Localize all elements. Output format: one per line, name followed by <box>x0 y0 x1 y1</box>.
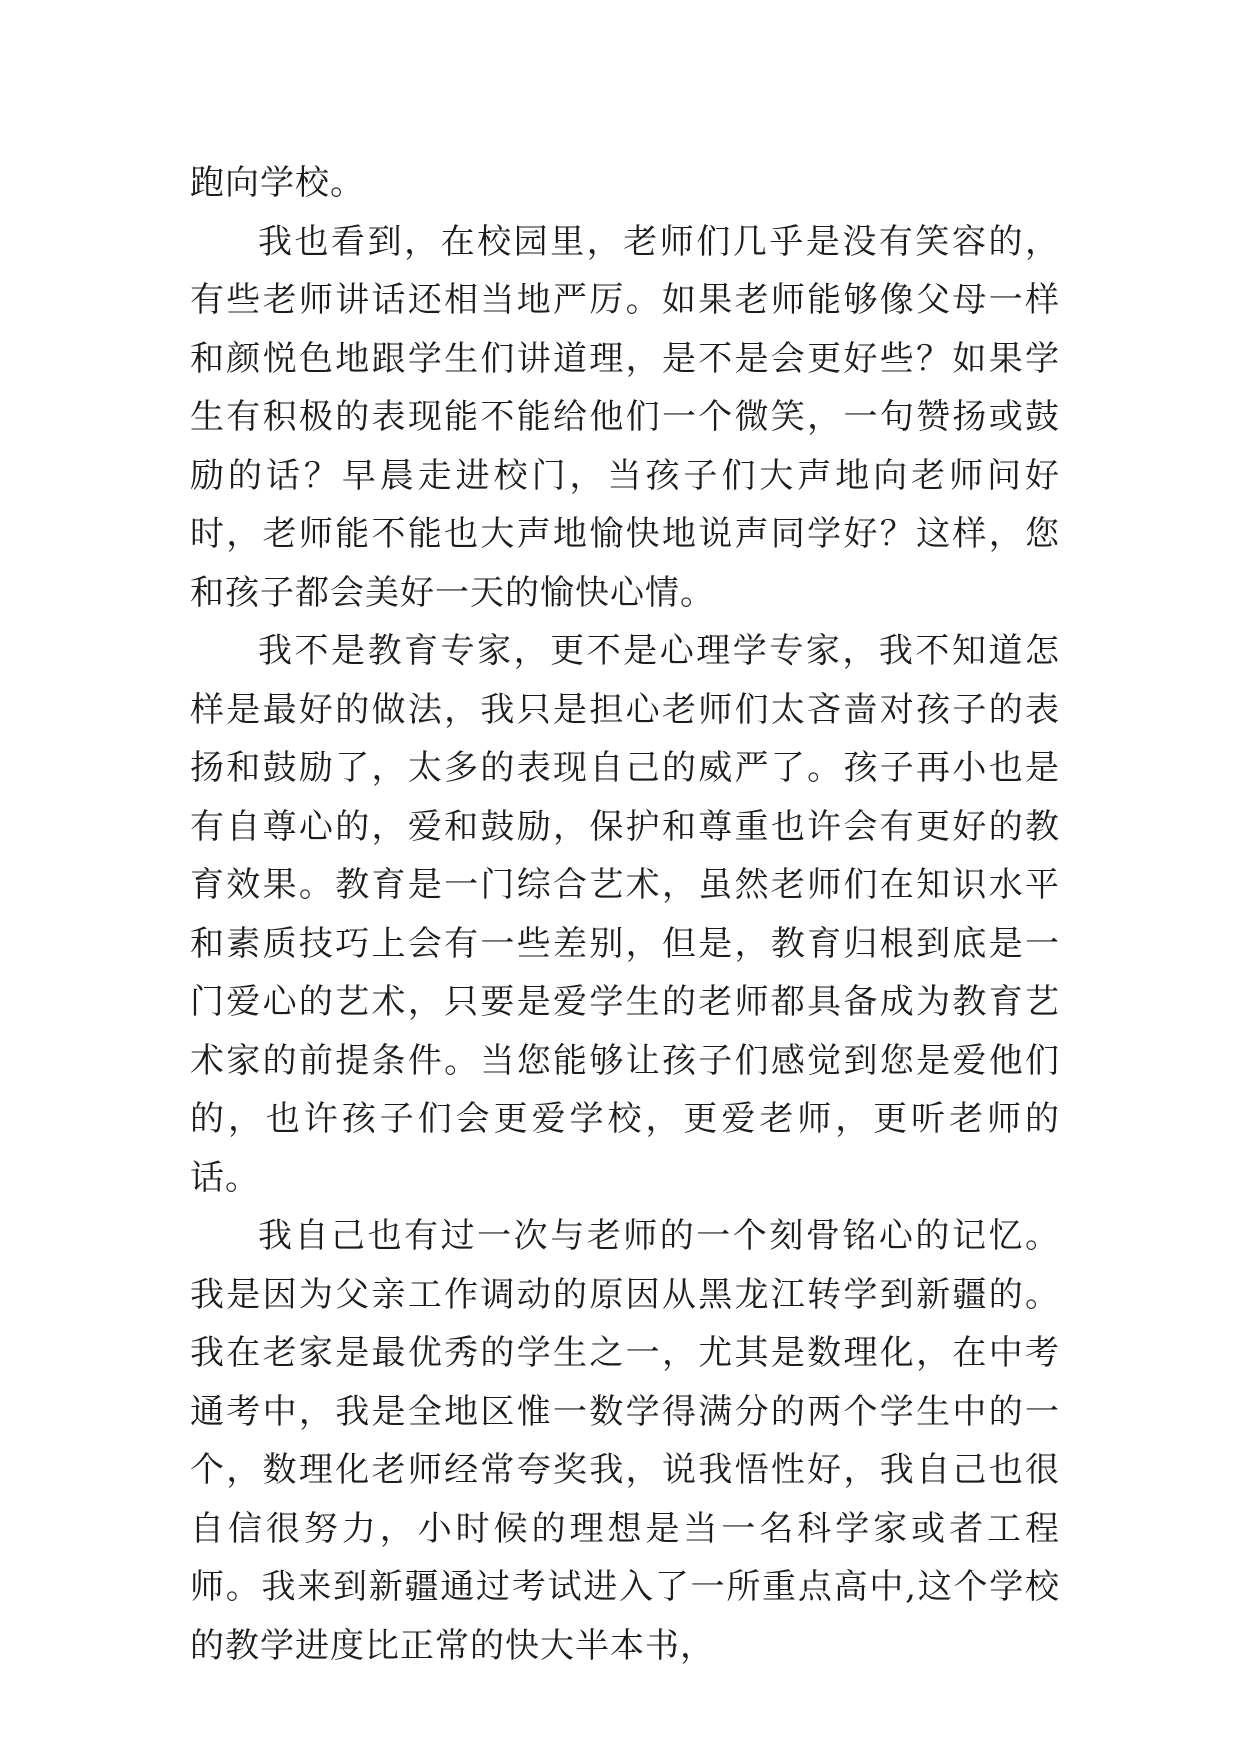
body-text <box>190 154 1060 1675</box>
paragraph-3: 我不是教育专家，更不是心理学专家，我不知道怎样是最好的做法，我只是担心老师们太吝啬对孩子的表扬和鼓励了，太多的表现自己的威严了。孩子再小也是有自尊心的，爱和鼓励，保护和尊重也许会有更好的教育效果。教育是一门综合艺术，虽然老师们在知识水平和素质技巧上会有一些差别，但是，教育归根到底是一门爱心的艺术，只要是爱学生的老师都具备成为教育艺术家的前提条件。当您能够让孩子们感觉到您是爱他们的，也许孩子们会更爱学校，更爱老师，更听老师的话。 <box>190 631 1060 1198</box>
paragraph-2: 我也看到，在校园里，老师们几乎是没有笑容的，有些老师讲话还相当地严厉。如果老师能够像父母一样和颜悦色地跟学生们讲道理，是不是会更好些？如果学生有积极的表现能不能给他们一个微笑，一句赞扬或鼓励的话？早晨走进校门，当孩子们大声地向老师问好时，老师能不能也大声地愉快地说声同学好？这样，您和孩子都会美好一天的愉快心情。 <box>190 221 1060 613</box>
paragraph-4: 我自己也有过一次与老师的一个刻骨铭心的记忆。我是因为父亲工作调动的原因从黑龙江转学到新疆的。我在老家是最优秀的学生之一，尤其是数理化，在中考通考中，我是全地区惟一数学得满分的两个学生中的一个，数理化老师经常夸奖我，说我悟性好，我自己也很自信很努力，小时候的理想是当一名科学家或者工程师。我来到新疆通过考试进入了一所重点高中,这个学校的教学进度比正常的快大半本书， <box>190 1216 1060 1666</box>
paragraph-1: 跑向学校。 <box>190 163 365 203</box>
